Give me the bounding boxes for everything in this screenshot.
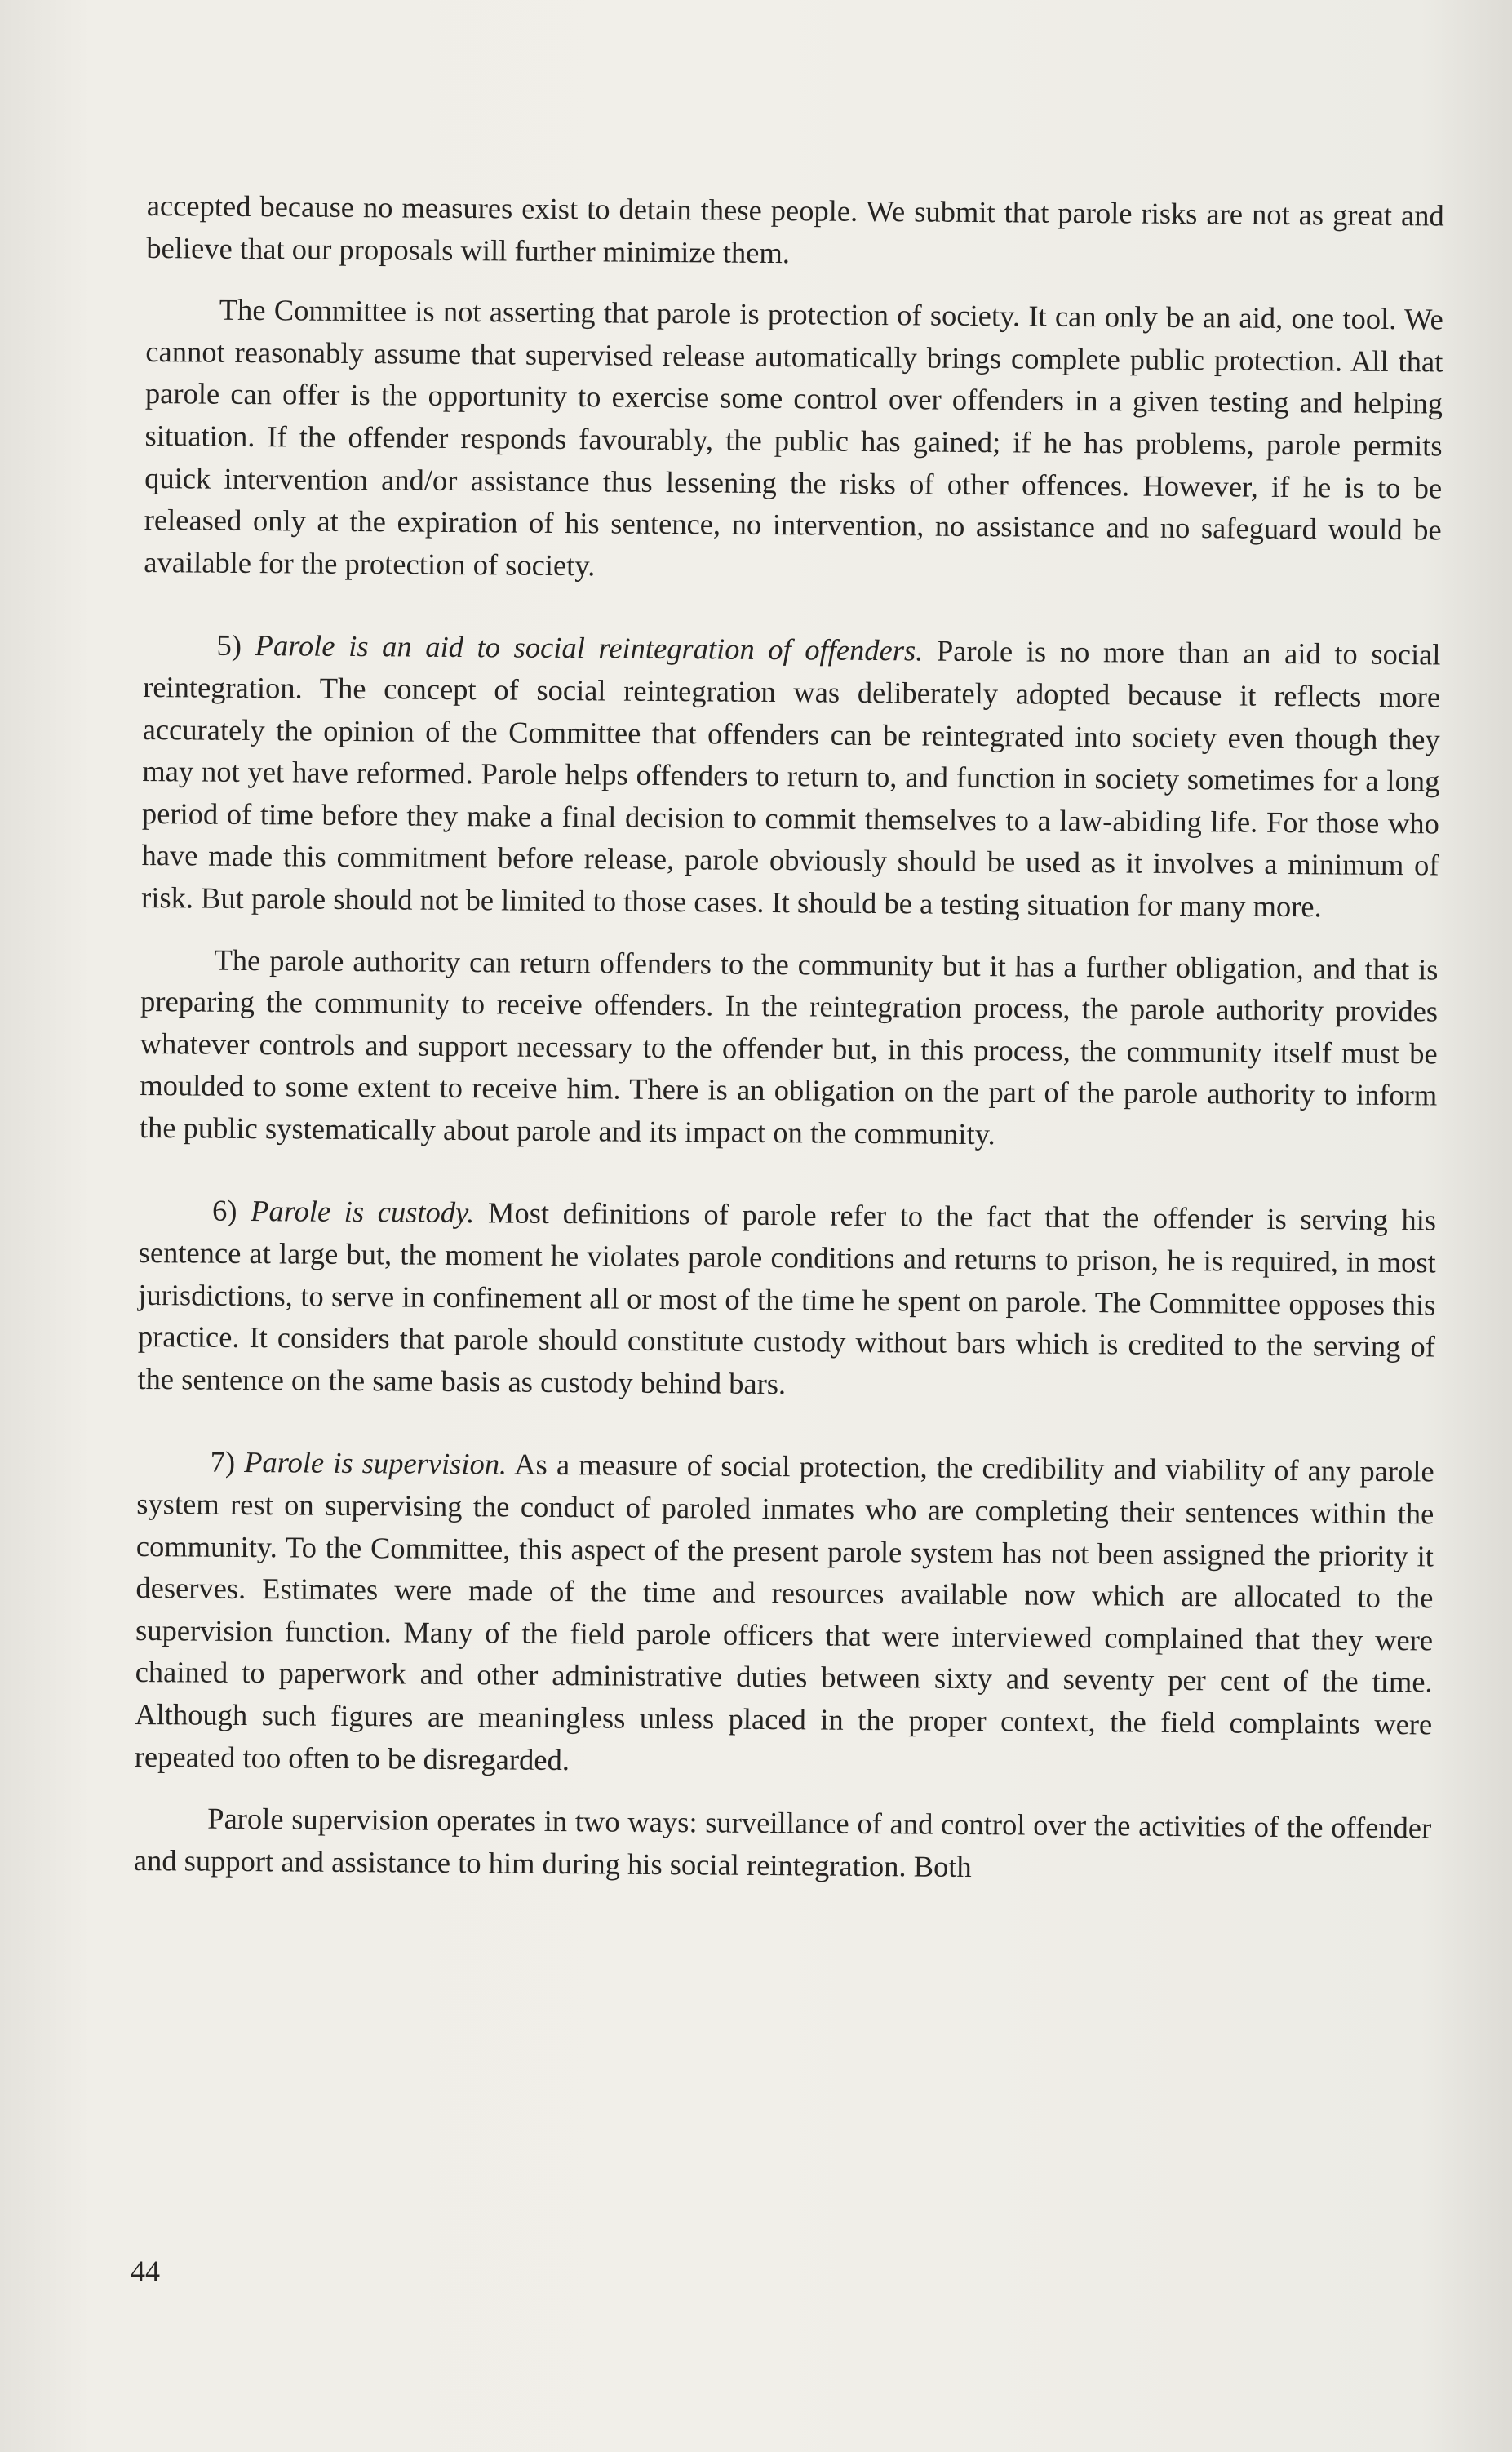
paragraph-text: Most definitions of parole refer to the fact that the offender is serving his sentence at large but, the moment he violates parole conditions and returns to prison, he is required, in most jurisdictions, to serve in confinement all or most of the time he spent on parole. The Committee opposes this practice. It considers that parole should constitute custody without bars which is credited to the serving of the sentence on the same basis as custody behind bars. bbox=[137, 1195, 1437, 1401]
page-body bbox=[134, 184, 1444, 1891]
paragraph-text: accepted because no measures exist to detain these people. We submit that parole risks are not as great and believe that our proposals will further minimize them. bbox=[146, 188, 1444, 269]
section-heading: Parole is custody. bbox=[251, 1194, 475, 1230]
section-number: 5) bbox=[216, 628, 242, 663]
section-5-paragraph bbox=[141, 623, 1441, 929]
paragraph-parole-authority bbox=[140, 938, 1439, 1158]
paragraph-continuation bbox=[146, 184, 1444, 279]
paragraph-text: Parole supervision operates in two ways: surveillance of and control over the activities of the offender and support and assistance to him during his social reintegration. Both bbox=[133, 1801, 1432, 1883]
section-heading: Parole is supervision. bbox=[244, 1445, 508, 1481]
section-6-paragraph bbox=[137, 1189, 1436, 1409]
paragraph-text: As a measure of social protection, the credibility and viability of any parole system rest on supervising the conduct of paroled inmates who are completing their sentences within the community. To the Committee, this aspect of the present parole system has not been assigned the priority it deserves. Estimates were made of the time and resources available now which are allocated to the supervision function. Many of the field parole officers that were interviewed complained that they were chained to paperwork and other administrative duties between sixty and seventy per cent of the time. Although such figures are meaningless unless placed in the proper context, the field complaints were repeated too often to be disregarded. bbox=[134, 1448, 1434, 1776]
section-number: 7) bbox=[210, 1445, 236, 1479]
paragraph-supervision bbox=[134, 1797, 1432, 1891]
section-heading: Parole is an aid to social reintegration of offenders. bbox=[255, 628, 924, 667]
section-7-paragraph bbox=[135, 1440, 1434, 1787]
paragraph-text: The Committee is not asserting that parole is protection of society. It can only be an aid, one tool. We cannot reasonably assume that supervised release automatically brings complete public protection. All that parole can offer is the opportunity to exercise some control over offenders in a given testing and helping situation. If the offender responds favourably, the public has gained; if he has problems, parole permits quick intervention and/or assistance thus lessening the risks of other offences. However, if he is to be released only at the expiration of his sentence, no intervention, no assistance and no safeguard would be available for the protection of society. bbox=[144, 292, 1443, 583]
paragraph-text: Parole is no more than an aid to social reintegration. The concept of social reintegration was deliberately adopted because it reflects more accurately the opinion of the Committee that offenders can be reintegrated into society even though they may not yet have reformed. Parole helps offenders to return to, and function in society sometimes for a long period of time before they make a final decision to commit themselves to a law-abiding life. For those who have made this commitment before release, parole obviously should be used as it involves a minimum of risk. But parole should not be limited to those cases. It should be a testing situation for many more. bbox=[140, 633, 1441, 924]
paragraph-protection bbox=[144, 288, 1443, 593]
section-number: 6) bbox=[211, 1194, 237, 1228]
paragraph-text: The parole authority can return offenders to the community but it has a further obligation, and that is preparing the community to receive offenders. In the reintegration process, the parole authority provides whatever controls and support necessary to the offender but, in this process, the community itself must be moulded to some extent to receive him. There is an obligation on the part of the parole authority to inform the public systematically about parole and its impact on the community. bbox=[139, 942, 1439, 1151]
page-number: 44 bbox=[131, 2255, 160, 2287]
